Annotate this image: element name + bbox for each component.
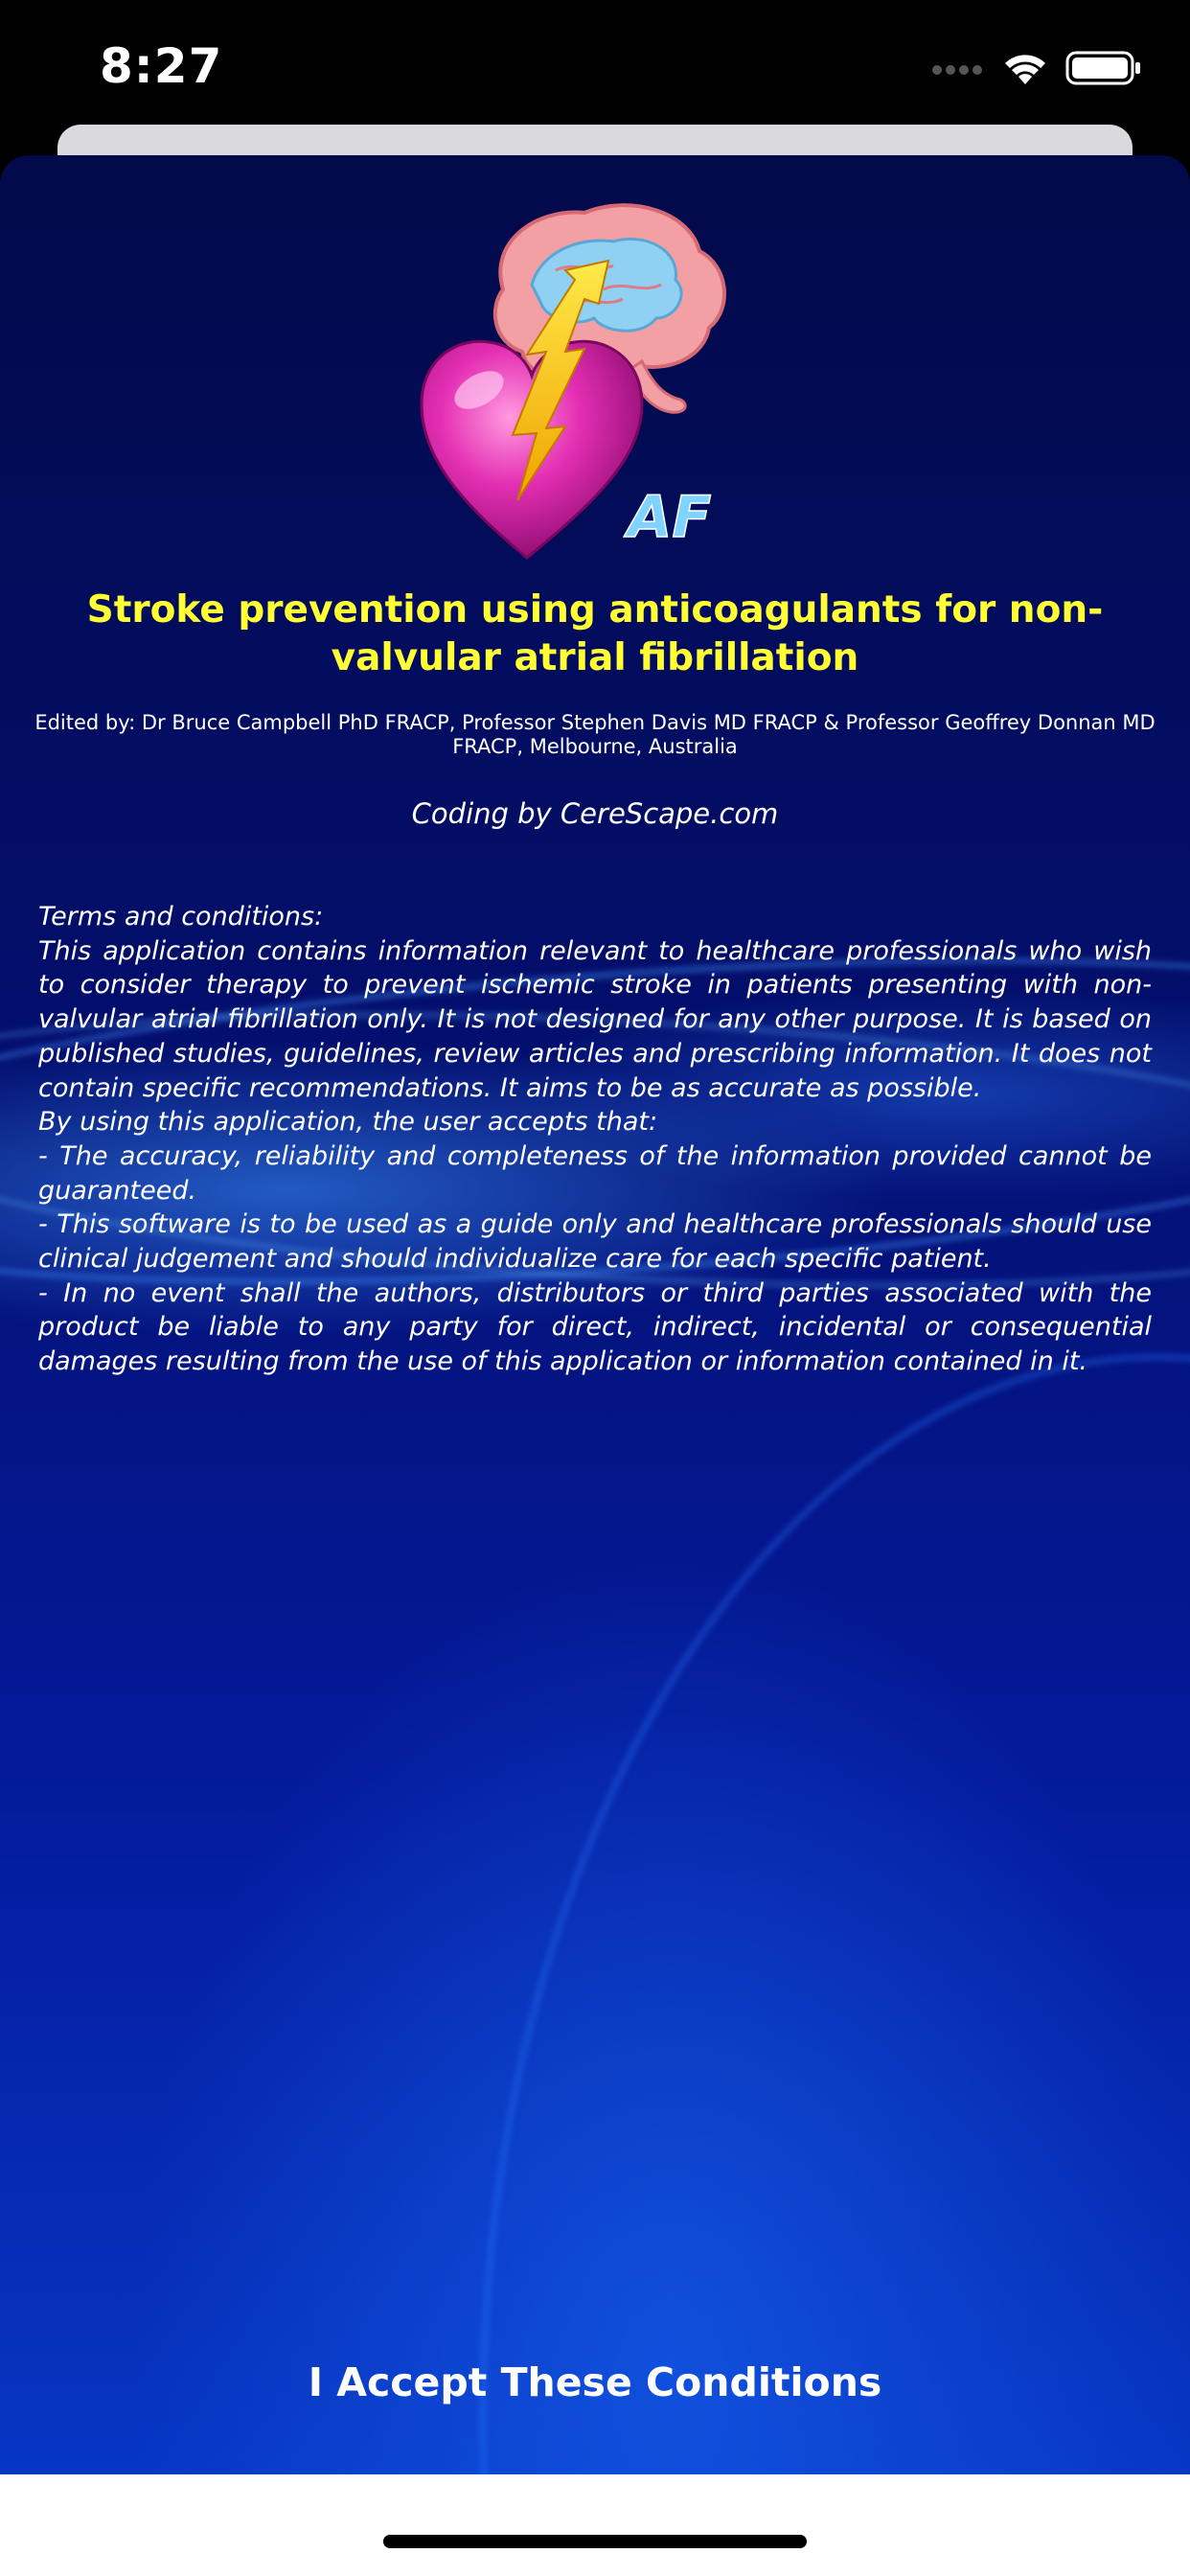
background-wave [479,1353,1190,2474]
status-bar [0,0,1190,125]
brain-heart-logo-icon [412,184,776,567]
terms-intro: This application contains information relevant to healthcare professionals who wish to consider therapy to prevent ischemic stroke in patients presenting with non-valvular atrial fibrillation only. It is not designed for any other purpose. It is based on published studies, guidelines, review articles and prescribing information. It does not contain specific recommendations. It aims to be as accurate as possible. [38,935,1152,1103]
bottom-safe-area [0,2474,1190,2576]
wifi-icon [1002,50,1048,86]
status-time: 8:27 [100,38,223,94]
page-title: Stroke prevention using anticoagulants for non-valvular atrial fibrillation [86,588,1104,679]
battery-icon [1065,50,1142,86]
signal-icon [931,58,985,78]
terms-accept-intro: By using this application, the user accepts that: [38,1107,658,1138]
svg-text:AF: AF [628,484,712,551]
terms-point-2: - This software is to be used as a guide only and healthcare professionals should use clinical judgement and should individualize care for each specific patient. [38,1209,1152,1275]
accept-conditions-button[interactable]: I Accept These Conditions [0,2350,1190,2415]
status-icons [931,50,1142,86]
terms-text [38,900,1152,1379]
terms-point-1: - The accuracy, reliability and completeness of the information provided cannot be guaranteed. [38,1140,1152,1206]
terms-heading: Terms and conditions: [38,902,324,932]
coding-credit: Coding by CereScape.com [411,797,779,830]
terms-sheet[interactable] [0,155,1190,2474]
terms-point-3: - In no event shall the authors, distributors or third parties associated with the product be liable to any party for direct, indirect, incidental or consequential damages resulting from the use of this application or information contained in it. [38,1277,1152,1377]
home-indicator[interactable] [383,2535,807,2548]
editors-credit: Edited by: Dr Bruce Campbell PhD FRACP, Professor Stephen Davis MD FRACP & Professor Geoffrey Donnan MD FRACP, Melbourne, Australia [34,711,1156,758]
